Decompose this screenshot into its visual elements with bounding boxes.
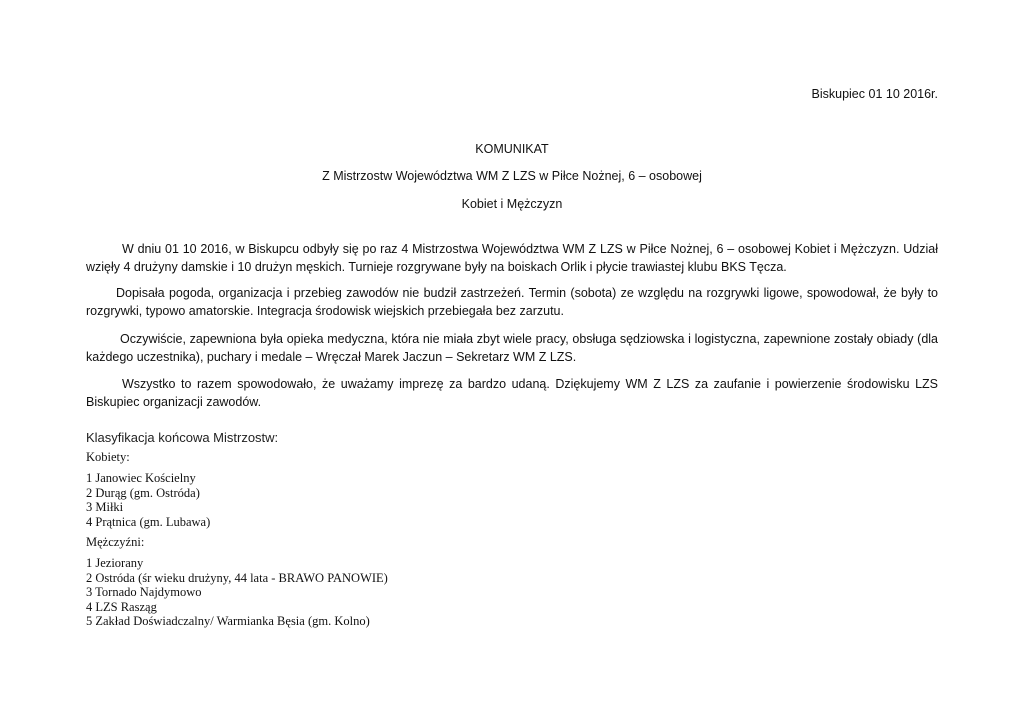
document-date: Biskupiec 01 10 2016r.	[811, 87, 938, 101]
list-item: 2 Ostróda (śr wieku drużyny, 44 lata - BRAWO PANOWIE)	[86, 570, 388, 585]
list-item: 1 Janowiec Kościelny	[86, 471, 196, 485]
document-title: KOMUNIKAT	[475, 142, 549, 156]
body-paragraph-2: Dopisała pogoda, organizacja i przebieg zawodów nie budził zastrzeżeń. Termin (sobota) ze względu na rozgrywki ligowe, spowodował, że były to rozgrywki, typowo amatorskie. Integracja środowisk wiejskich przebiegała bez zarzutu.	[86, 286, 938, 318]
list-item: 3 Tornado Najdymowo	[86, 585, 202, 599]
body-paragraph-4: Wszystko to razem spowodowało, że uważamy imprezę za bardzo udaną. Dziękujemy WM Z LZS za zaufanie i powierzenie środowisku LZS Biskupiec organizacji zawodów.	[86, 377, 938, 409]
men-ranking-list	[86, 556, 388, 629]
classification-heading: Klasyfikacja końcowa Mistrzostw:	[86, 430, 279, 445]
list-item: 2 Durąg (gm. Ostróda)	[86, 485, 200, 500]
men-section-label: Mężczyźni:	[86, 535, 145, 549]
document-subtitle-line1: Z Mistrzostw Województwa WM Z LZS w Piłce Nożnej, 6 – osobowej	[322, 169, 702, 183]
list-item: 4 LZS Rasząg	[86, 599, 157, 614]
list-item: 3 Miłki	[86, 500, 124, 514]
body-paragraph-1: W dniu 01 10 2016, w Biskupcu odbyły się po raz 4 Mistrzostwa Województwa WM Z LZS w Piłce Nożnej, 6 – osobowej Kobiet i Mężczyzn. Udział wzięły 4 drużyny damskie i 10 drużyn męskich. Turnieje rozgrywane były na boiskach Orlik i płycie trawiastej klubu BKS Tęcza.	[86, 242, 938, 274]
list-item: 1 Jeziorany	[86, 556, 144, 570]
women-section-label: Kobiety:	[86, 450, 130, 464]
list-item: 4 Prątnica (gm. Lubawa)	[86, 514, 211, 529]
body-paragraph-3: Oczywiście, zapewniona była opieka medyczna, która nie miała zbyt wiele pracy, obsługa sędziowska i logistyczna, zapewnione zostały obiady (dla każdego uczestnika), puchary i medale – Wręczał Marek Jaczun – Sekretarz WM Z LZS.	[86, 332, 938, 364]
list-item: 5 Zakład Doświadczalny/ Warmianka Bęsia (gm. Kolno)	[86, 614, 370, 628]
document-subtitle-line2: Kobiet i Mężczyzn	[461, 197, 563, 211]
women-ranking-list	[86, 471, 210, 529]
